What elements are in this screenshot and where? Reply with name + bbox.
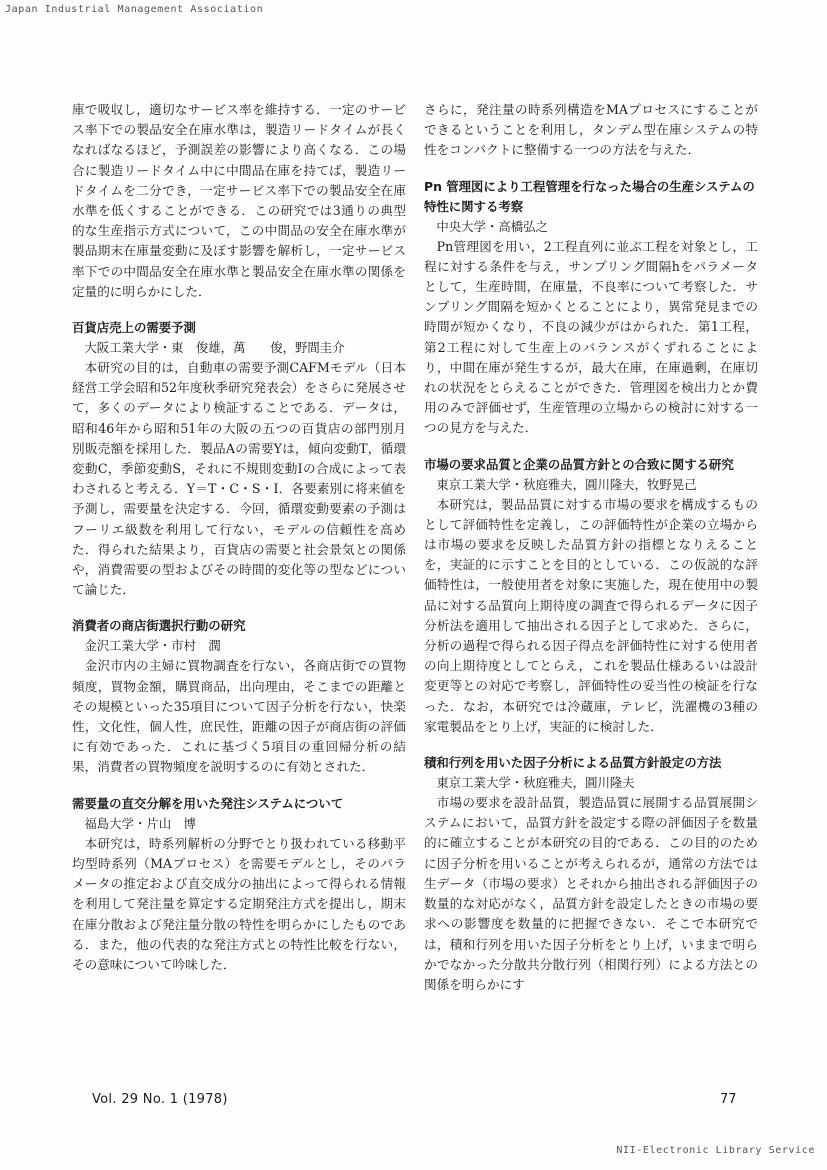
abstract-body: 本研究は，時系列解析の分野でとり扱われている移動平均型時系列（MAプロセス）を需要モデルとし，そのパラメータの推定および直交成分の抽出によって得られる情報を利用して発注量を算定する定期発注方式を提出し，期末在庫分散および発注量分散の特性を明らかにしたものである．また，他の代表的な発注方式との特性比較を行ない，その意味について吟味した． bbox=[72, 835, 407, 972]
abstract-title: 需要量の直交分解を用いた発注システムについて bbox=[72, 795, 344, 811]
left-column bbox=[72, 100, 406, 975]
abstract-body: 金沢市内の主婦に買物調査を行ない，各商店街での買物頻度，買物金額，購買商品，出向理由，そこまでの距離とその規模といった35項目について因子分析を行ない，快楽性，文化性，個人性，庶民性，距離の因子が商店街の評価に有効であった．これに基づく5項目の重回帰分析の結果，消費者の買物頻度を説明するのに有効とされた． bbox=[72, 658, 406, 775]
footer-service: NII-Electronic Library Service bbox=[616, 1145, 815, 1156]
continued-paragraph bbox=[424, 100, 758, 161]
right-column bbox=[424, 100, 758, 995]
abstract-title: 市場の要求品質と企業の品質方針との合致に関する研究 bbox=[424, 456, 734, 472]
continued-text: 庫で吸収し，適切なサービス率を維持する．一定のサービス率下での製品安全在庫水準は，製造リードタイムが長くなればなるほど，予測誤差の影響により高くなる．この場合に製造リードタイム中に中間品在庫を持てば，製造リードタイムを二分でき，一定サービス率下での製品安全在庫水準を低くすることができる．この研究では3通りの典型的な生産指示方式について，この中間品の安全在庫水準が製品期末在庫量変動に及ぼす影響を解析し，一定サービス率下での中間品安全在庫水準と製品安全在庫水準の関係を定量的に明らかにした． bbox=[72, 102, 406, 299]
abstract-authors: 中央大学・高橋弘之 bbox=[436, 218, 548, 234]
header-organization: Japan Industrial Management Association bbox=[5, 4, 264, 15]
abstract-market-quality bbox=[424, 455, 758, 737]
abstract-authors: 東京工業大学・秋庭雅夫，圓川隆夫 bbox=[436, 775, 635, 791]
abstract-shopping-district bbox=[72, 616, 406, 777]
continued-paragraph bbox=[72, 100, 406, 302]
abstract-title: 百貨店売上の需要予測 bbox=[72, 320, 196, 336]
abstract-pn-control-chart bbox=[424, 177, 758, 439]
volume-info: Vol. 29 No. 1 (1978) bbox=[92, 1092, 228, 1107]
abstract-ordering-system bbox=[72, 794, 406, 975]
abstract-authors: 大阪工業大学・東 俊雄，萬 俊，野間圭介 bbox=[84, 340, 345, 356]
abstract-body: 市場の要求を設計品質，製造品質に展開する品質展開システムにおいて，品質方針を設定する際の評価因子を数量的に確立することが本研究の目的である．この目的のために因子分析を用いることが考えられるが，通常の方法では生データ（市場の要求）とそれから抽出される評価因子の数量的な対応がなく，品質方針を設定したときの市場の要求への影響度を数量的に把握できない．そこで本研究では，積和行列を用いた因子分析をとり上げ，いままで明らかでなかった分散共分散行列（相関行列）による方法との関係を明らかにす bbox=[424, 795, 759, 992]
abstract-title: 消費者の商店街選択行動の研究 bbox=[72, 618, 246, 634]
page-number: 77 bbox=[720, 1092, 737, 1107]
abstract-authors: 金沢工業大学・市村 潤 bbox=[84, 638, 221, 654]
abstract-department-store bbox=[72, 318, 406, 600]
abstract-body: 本研究は，製品品質に対する市場の要求を構成するものとして評価特性を定義し，この評価特性が企業の立場からは市場の要求を反映した品質方針の指標となりえることを，実証的に示すことを目的としている．この仮説的な評価特性は，一般使用者を対象に実施した，現在使用中の製品に対する品質向上期待度の調査で得られるデータに因子分析法を適用して抽出される因子として求めた．さらに，分析の過程で得られる因子得点を評価特性に対する使用者の向上期待度としてとらえ，これを製品仕様あるいは設計変更等との対応で考察し，評価特性の妥当性の検証を行なった．なお，本研究では冷蔵庫，テレビ，洗濯機の3種の家電製品をとり上げ，実証的に検討した． bbox=[424, 496, 759, 734]
continued-text: さらに，発注量の時系列構造をMAプロセスにすることができるということを利用し，タンデム型在庫システムの特性をコンパクトに整備する一つの方法を与えた． bbox=[424, 102, 758, 158]
abstract-body: Pn管理図を用い，2工程直列に並ぶ工程を対象とし，工程に対する条件を与え，サンプリング間隔hをパラメータとして，生産時間，在庫量，不良率について考察した．サンプリング間隔を短かくとることにより，異常発見までの時間が短かくなり，不良の減少がはかられた．第1工程，第2工程に対して生産上のバランスがくずれることにより，中間在庫が発生するが，最大在庫，在庫過剰，在庫切れの状況をとらえることができた．管理図を検出力とか費用のみで評価せず，生産管理の立場からの検討に対する一つの見方を与えた． bbox=[424, 238, 758, 436]
abstract-title: 積和行列を用いた因子分析による品質方針設定の方法 bbox=[424, 755, 722, 771]
abstract-body: 本研究の目的は，自動車の需要予測CAFMモデル（日本経営工学会昭和52年度秋季研究発表会）をさらに発展させて，多くのデータにより検証することである．データは，昭和46年から昭和51年の大阪の五つの百貨店の部門別月別販売額を採用した．製品Aの需要Yは，傾向変動T，循環変動C，季節変動S，それに不規則変動Iの合成によって表わされると考える．Y＝T・C・S・I．各要素別に将来値を予測し，需要量を決定する．今回，循環変動要素の予測はフーリエ級数を利用して行ない，モデルの信頼性を高めた．得られた結果より，百貨店の需要と社会景気との関係や，消費需要の型およびその時間的変化等の型などについて論じた． bbox=[72, 360, 406, 598]
abstract-authors: 東京工業大学・秋庭雅夫，圓川隆夫，牧野晃己 bbox=[436, 476, 697, 492]
abstract-title: Pn 管理図により工程管理を行なった場合の生産システムの特性に関する考察 bbox=[424, 178, 755, 214]
abstract-factor-analysis bbox=[424, 753, 758, 995]
abstract-authors: 福島大学・片山 博 bbox=[84, 815, 196, 831]
